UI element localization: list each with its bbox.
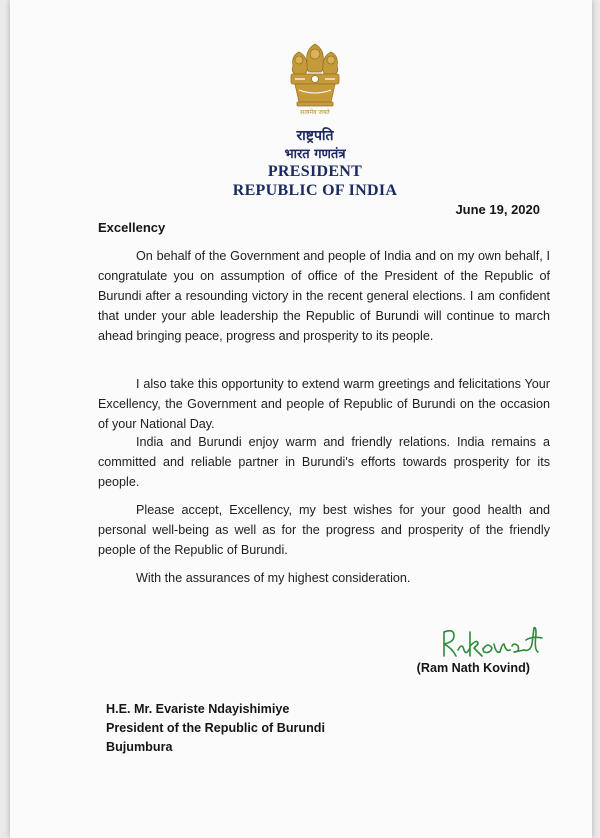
body-paragraph-4: Please accept, Excellency, my best wishes for your good health and personal well-being as well as for the progress and prosperity of the friendly people of the Republic of Burundi.: [98, 503, 550, 557]
salutation: Excellency: [98, 220, 166, 235]
recipient-title: President of the Republic of Burundi: [106, 721, 325, 735]
letterhead-subtitle-english: REPUBLIC OF INDIA: [232, 182, 398, 199]
signatory-name: (Ram Nath Kovind): [416, 661, 530, 675]
letter-date: June 19, 2020: [455, 202, 540, 217]
body-paragraph-2: I also take this opportunity to extend warm greetings and felicitations Your Excellency, the Government and people of Republic of Burundi on the occasion of your National Day.: [98, 377, 550, 431]
recipient-city: Bujumbura: [106, 740, 173, 754]
handwritten-signature-icon: [438, 622, 550, 664]
emblem-motto: सत्यमेव जयते: [300, 109, 330, 116]
letterhead-title-hindi: राष्ट्रपति: [296, 128, 334, 144]
body-paragraph-5: With the assurances of my highest consideration.: [136, 571, 411, 585]
recipient-name: H.E. Mr. Evariste Ndayishimiye: [106, 702, 290, 716]
body-paragraph-3: India and Burundi enjoy warm and friendly relations. India remains a committed and reliable partner in Burundi's efforts towards prosperity for its people.: [98, 435, 550, 489]
letter-page: [10, 0, 592, 838]
letterhead-title-english: PRESIDENT: [267, 163, 363, 180]
body-paragraph-1: On behalf of the Government and people of India and on my own behalf, I congratulate you on assumption of office of the President of the Republic of Burundi after a resounding victory in the recent general elections. I am confident that under your able leadership the Republic of Burundi will continue to march ahead bringing peace, progress and prosperity to its people.: [98, 249, 550, 343]
letterhead-subtitle-hindi: भारत गणतंत्र: [284, 147, 346, 162]
